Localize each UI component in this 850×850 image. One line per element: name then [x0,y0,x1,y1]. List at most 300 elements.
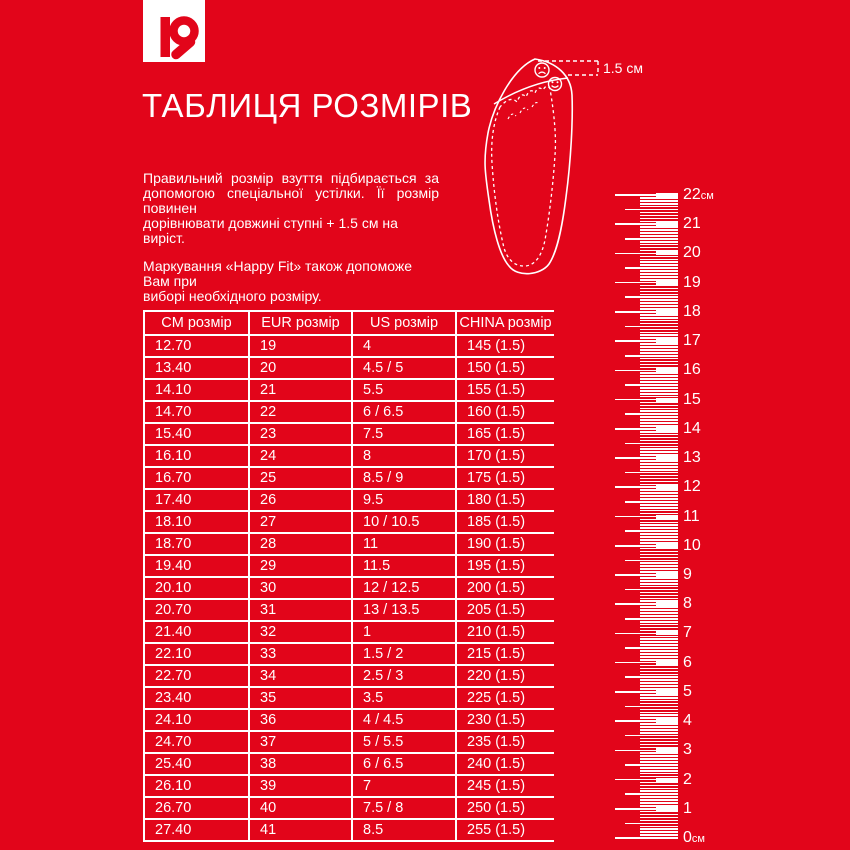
ruler-mm-tick [640,305,678,307]
ruler-mm-tick [640,817,678,819]
ruler-mm-tick [640,405,678,407]
ruler-mm-tick [640,504,678,506]
table-cell: 240 (1.5) [456,753,554,775]
ruler-mm-tick [640,378,678,380]
table-cell: 7.5 / 8 [352,797,456,819]
table-cell: 24.70 [144,731,249,753]
ruler-mm-tick [640,513,678,515]
table-row [144,533,554,555]
ruler-cm-bar [656,222,678,226]
table-cell: 30 [249,577,352,599]
size-table [143,310,554,842]
ruler-mm-tick [640,656,678,658]
ruler-cm-bar [656,690,678,694]
ruler-mm-tick [625,501,678,503]
table-cell: 24.10 [144,709,249,731]
table-cell: 230 (1.5) [456,709,554,731]
table-cell: 185 (1.5) [456,511,554,533]
ruler-mm-tick [640,624,678,626]
ruler-mm-tick [640,314,678,316]
table-cell: 255 (1.5) [456,819,554,841]
table-cell: 8.5 / 9 [352,467,456,489]
ruler-cm-tick [615,750,678,752]
table-cell: 27.40 [144,819,249,841]
table-cell: 14.10 [144,379,249,401]
table-cell: 17.40 [144,489,249,511]
table-cell: 19 [249,335,352,357]
table-cell: 34 [249,665,352,687]
table-cell: 22.70 [144,665,249,687]
ruler-mm-tick [640,741,678,743]
ruler-mm-tick [640,758,678,760]
ruler-cm-tick [615,837,678,839]
ruler-mm-tick [640,586,678,588]
table-cell: 13 / 13.5 [352,599,456,621]
ruler-mm-tick [640,396,678,398]
table-cell: 40 [249,797,352,819]
table-row [144,775,554,797]
table-cell: 145 (1.5) [456,335,554,357]
table-row [144,555,554,577]
ruler-mm-tick [640,703,678,705]
page-title: ТАБЛИЦЯ РОЗМІРІВ [142,87,473,124]
ruler-cm-tick [615,457,678,459]
ruler-unit: см [691,833,705,845]
ruler-mm-tick [640,583,678,585]
ruler-label: 4 [683,712,692,730]
ruler-mm-tick [640,598,678,600]
table-cell: 16.10 [144,445,249,467]
table-cell: 8.5 [352,819,456,841]
table-cell: 3.5 [352,687,456,709]
table-row [144,665,554,687]
ruler-mm-tick [640,776,678,778]
intro-line: виборі необхідного розміру. [143,288,322,304]
ruler-mm-tick [640,364,678,366]
table-cell: 18.10 [144,511,249,533]
table-cell: 24 [249,445,352,467]
ruler-mm-tick [640,349,678,351]
table-cell: 190 (1.5) [456,533,554,555]
ruler-mm-tick [640,592,678,594]
ruler-mm-tick [640,644,678,646]
table-cell: 11.5 [352,555,456,577]
ruler-label: 19 [683,273,701,291]
table-cell: 150 (1.5) [456,357,554,379]
table-cell: 10 / 10.5 [352,511,456,533]
gap-measure-dashes [538,61,598,75]
ruler-cm-tick [615,720,678,722]
ruler-mm-tick [640,551,678,553]
ruler-mm-tick [640,548,678,550]
ruler-label: 11 [683,507,700,525]
table-row [144,379,554,401]
ruler-label: 12 [683,478,701,496]
table-row [144,577,554,599]
ruler-mm-tick [640,481,678,483]
table-cell: 210 (1.5) [456,621,554,643]
ruler-mm-tick [640,562,678,564]
ruler-mm-tick [640,744,678,746]
table-cell: 245 (1.5) [456,775,554,797]
table-row [144,335,554,357]
ruler-mm-tick [640,475,678,477]
table-cell: 180 (1.5) [456,489,554,511]
table-cell: 21.40 [144,621,249,643]
table-cell: 12.70 [144,335,249,357]
ruler-cm-bar [656,807,678,811]
table-cell: 37 [249,731,352,753]
ruler-mm-tick [640,796,678,798]
ruler-mm-tick [640,674,678,676]
ruler-mm-tick [640,782,678,784]
ruler-mm-tick [640,334,678,336]
ruler-mm-tick [640,437,678,439]
ruler-mm-tick [640,773,678,775]
ruler-mm-tick [640,484,678,486]
ruler-cm-tick [615,370,678,372]
ruler-mm-tick [640,302,678,304]
ruler-mm-tick [640,375,678,377]
ruler-label: 3 [683,741,692,759]
table-cell: 5.5 [352,379,456,401]
ruler-mm-tick [640,390,678,392]
ruler-label: 6 [683,653,692,671]
ruler-cm-tick [615,603,678,605]
column-header: CM розмір [144,311,249,335]
ruler-mm-tick [640,554,678,556]
ruler-mm-tick [640,446,678,448]
table-row [144,489,554,511]
ruler-mm-tick [640,600,678,602]
intro-paragraph-1 [143,171,439,246]
ruler-mm-tick [640,542,678,544]
ruler-mm-tick [640,694,678,696]
table-cell: 6 / 6.5 [352,401,456,423]
table-cell: 9.5 [352,489,456,511]
ruler-mm-tick [640,747,678,749]
ruler-mm-tick [640,372,678,374]
ruler-mm-tick [640,668,678,670]
ruler-mm-tick [640,469,678,471]
ruler-mm-tick [640,408,678,410]
table-cell: 195 (1.5) [456,555,554,577]
ruler-label: 9 [683,565,692,583]
ruler-label: 0см [683,829,705,846]
table-row [144,423,554,445]
ruler-mm-tick [640,358,678,360]
ruler-mm-tick [640,630,678,632]
table-row [144,687,554,709]
table-cell: 12 / 12.5 [352,577,456,599]
column-header: EUR розмір [249,311,352,335]
ruler-cm-bar [656,544,678,548]
ruler-mm-tick [640,682,678,684]
ruler-mm-tick [640,522,678,524]
ruler-mm-tick [640,761,678,763]
ruler-cm-tick [615,574,678,576]
table-cell: 11 [352,533,456,555]
ruler-mm-tick [640,685,678,687]
table-cell: 4 / 4.5 [352,709,456,731]
table-cell: 4.5 / 5 [352,357,456,379]
ruler-mm-tick [640,410,678,412]
insole-diagram [480,45,650,290]
ruler-mm-tick [640,536,678,538]
ruler-label: 8 [683,595,692,613]
ruler-label: 14 [683,419,701,437]
ruler-mm-tick [640,381,678,383]
ruler-mm-tick [640,729,678,731]
table-cell: 175 (1.5) [456,467,554,489]
ruler-mm-tick [640,712,678,714]
ruler-mm-tick [640,790,678,792]
ruler-mm-tick [640,308,678,310]
ruler-mm-tick [625,793,678,795]
brand-logo [143,0,205,62]
ruler-mm-tick [640,294,678,296]
ruler-mm-tick [640,826,678,828]
ruler-mm-tick [640,805,678,807]
ruler-mm-tick [640,343,678,345]
ruler-mm-tick [625,355,678,357]
ruler-cm-tick [615,662,678,664]
ruler-mm-tick [640,612,678,614]
ruler-mm-tick [640,834,678,836]
ruler-mm-tick [640,641,678,643]
table-cell: 19.40 [144,555,249,577]
table-cell: 35 [249,687,352,709]
ruler-mm-tick [640,638,678,640]
ruler-mm-tick [640,317,678,319]
ruler-mm-tick [640,524,678,526]
ruler-label: 13 [683,449,701,467]
insole-outline [485,59,572,274]
ruler-mm-tick [640,788,678,790]
ruler-mm-tick [625,560,678,562]
ruler-mm-tick [640,346,678,348]
ruler-unit: см [700,190,714,202]
ruler-cm-bar [656,368,678,372]
ruler-mm-tick [625,589,678,591]
ruler-mm-tick [640,700,678,702]
ruler-mm-tick [640,332,678,334]
ruler-mm-tick [640,831,678,833]
table-header-row [144,311,554,335]
ruler-cm-bar [656,515,678,519]
ruler-cm-bar [656,339,678,343]
ruler-mm-tick [640,697,678,699]
ruler-mm-tick [640,752,678,754]
ruler-cm-tick [615,486,678,488]
ruler-cm-bar [656,573,678,577]
table-cell: 41 [249,819,352,841]
ruler-mm-tick [640,802,678,804]
table-row [144,731,554,753]
ruler-cm-bar [656,281,678,285]
ruler-mm-tick [640,770,678,772]
ruler-cm-bar [656,719,678,723]
ruler-mm-tick [625,472,678,474]
ruler-cm-bar [656,456,678,460]
table-cell: 7.5 [352,423,456,445]
ruler-mm-tick [625,618,678,620]
ruler-mm-tick [640,367,678,369]
table-cell: 23.40 [144,687,249,709]
ruler-label: 22см [683,186,714,203]
table-row [144,819,554,841]
ruler-mm-tick [640,431,678,433]
ruler-mm-tick [640,709,678,711]
ruler-cm-bar [656,310,678,314]
table-cell: 25 [249,467,352,489]
ruler-mm-tick [640,510,678,512]
ruler-cm-bar [656,193,678,197]
intro-line: дорівнювати довжині ступні + 1.5 см на виріст. [143,215,398,246]
table-cell: 235 (1.5) [456,731,554,753]
ruler-mm-tick [640,299,678,301]
table-cell: 26.70 [144,797,249,819]
ruler-cm-tick [615,779,678,781]
ruler-mm-tick [640,466,678,468]
ruler-mm-tick [640,519,678,521]
ruler-mm-tick [640,451,678,453]
ruler-mm-tick [640,621,678,623]
ruler-cm-tick [615,399,678,401]
table-cell: 33 [249,643,352,665]
table-row [144,709,554,731]
ruler-mm-tick [625,296,678,298]
table-row [144,467,554,489]
ruler-mm-tick [640,492,678,494]
table-row [144,357,554,379]
ruler-label: 16 [683,361,701,379]
ruler-mm-tick [625,326,678,328]
ruler-mm-tick [640,717,678,719]
ruler-mm-tick [640,352,678,354]
ruler-mm-tick [640,636,678,638]
ruler-label: 21 [683,215,701,233]
ruler-mm-tick [640,507,678,509]
ruler-cm-tick [615,311,678,313]
table-row [144,445,554,467]
size-table-head [144,311,554,335]
ruler-label: 10 [683,536,701,554]
ruler-mm-tick [640,533,678,535]
ruler-mm-tick [640,653,678,655]
size-table-body [144,335,554,841]
ruler-mm-tick [640,799,678,801]
ruler-mm-tick [640,732,678,734]
table-cell: 39 [249,775,352,797]
ruler-mm-tick [640,387,678,389]
ruler-mm-tick [640,755,678,757]
ruler-mm-tick [640,595,678,597]
table-cell: 15.40 [144,423,249,445]
ruler-mm-tick [640,820,678,822]
table-cell: 29 [249,555,352,577]
ruler-cm-bar [656,661,678,665]
ruler-label: 15 [683,390,701,408]
ruler-mm-tick [640,811,678,813]
ruler-mm-tick [640,767,678,769]
column-header: CHINA розмір [456,311,554,335]
table-cell: 31 [249,599,352,621]
ruler-mm-tick [640,402,678,404]
table-cell: 28 [249,533,352,555]
ruler-mm-tick [625,647,678,649]
ruler-mm-tick [640,785,678,787]
ruler-label: 20 [683,244,701,262]
table-cell: 14.70 [144,401,249,423]
ruler-cm-tick [615,691,678,693]
ruler-mm-tick [625,764,678,766]
ruler-mm-tick [640,679,678,681]
ruler-label: 1 [683,799,692,817]
table-cell: 8 [352,445,456,467]
foot-outline-dashed [492,86,556,266]
sad-face-icon [535,63,549,77]
gap-label: 1.5 см [603,60,643,76]
ruler-mm-tick [640,565,678,567]
table-cell: 20.10 [144,577,249,599]
table-cell: 155 (1.5) [456,379,554,401]
ruler-cm-bar [656,485,678,489]
ruler-mm-tick [640,291,678,293]
ruler-cm-bar [656,251,678,255]
ruler-cm-bar [656,748,678,752]
ruler-label: 18 [683,302,701,320]
ruler-mm-tick [640,422,678,424]
ruler-mm-tick [640,329,678,331]
table-cell: 27 [249,511,352,533]
table-cell: 6 / 6.5 [352,753,456,775]
ruler-cm-tick [615,633,678,635]
toe-crease-marks [508,103,539,119]
ruler-mm-tick [625,735,678,737]
table-cell: 20 [249,357,352,379]
ruler-label: 7 [683,624,692,642]
ruler-mm-tick [640,320,678,322]
table-cell: 25.40 [144,753,249,775]
table-cell: 250 (1.5) [456,797,554,819]
table-cell: 38 [249,753,352,775]
table-cell: 225 (1.5) [456,687,554,709]
column-header: US розмір [352,311,456,335]
table-cell: 26.10 [144,775,249,797]
ruler-mm-tick [640,539,678,541]
ruler-mm-tick [640,557,678,559]
ruler-mm-tick [640,337,678,339]
ruler-mm-tick [625,676,678,678]
ruler-mm-tick [640,627,678,629]
ruler-mm-tick [625,413,678,415]
ruler-mm-tick [640,665,678,667]
ruler-mm-tick [640,609,678,611]
ruler-mm-tick [625,530,678,532]
ruler-cm-bar [656,631,678,635]
table-row [144,643,554,665]
table-cell: 16.70 [144,467,249,489]
table-cell: 1.5 / 2 [352,643,456,665]
table-cell: 220 (1.5) [456,665,554,687]
ruler-mm-tick [640,478,678,480]
table-cell: 32 [249,621,352,643]
ruler-mm-tick [640,425,678,427]
ruler-mm-tick [640,659,678,661]
ruler-mm-tick [640,454,678,456]
ruler-mm-tick [640,580,678,582]
